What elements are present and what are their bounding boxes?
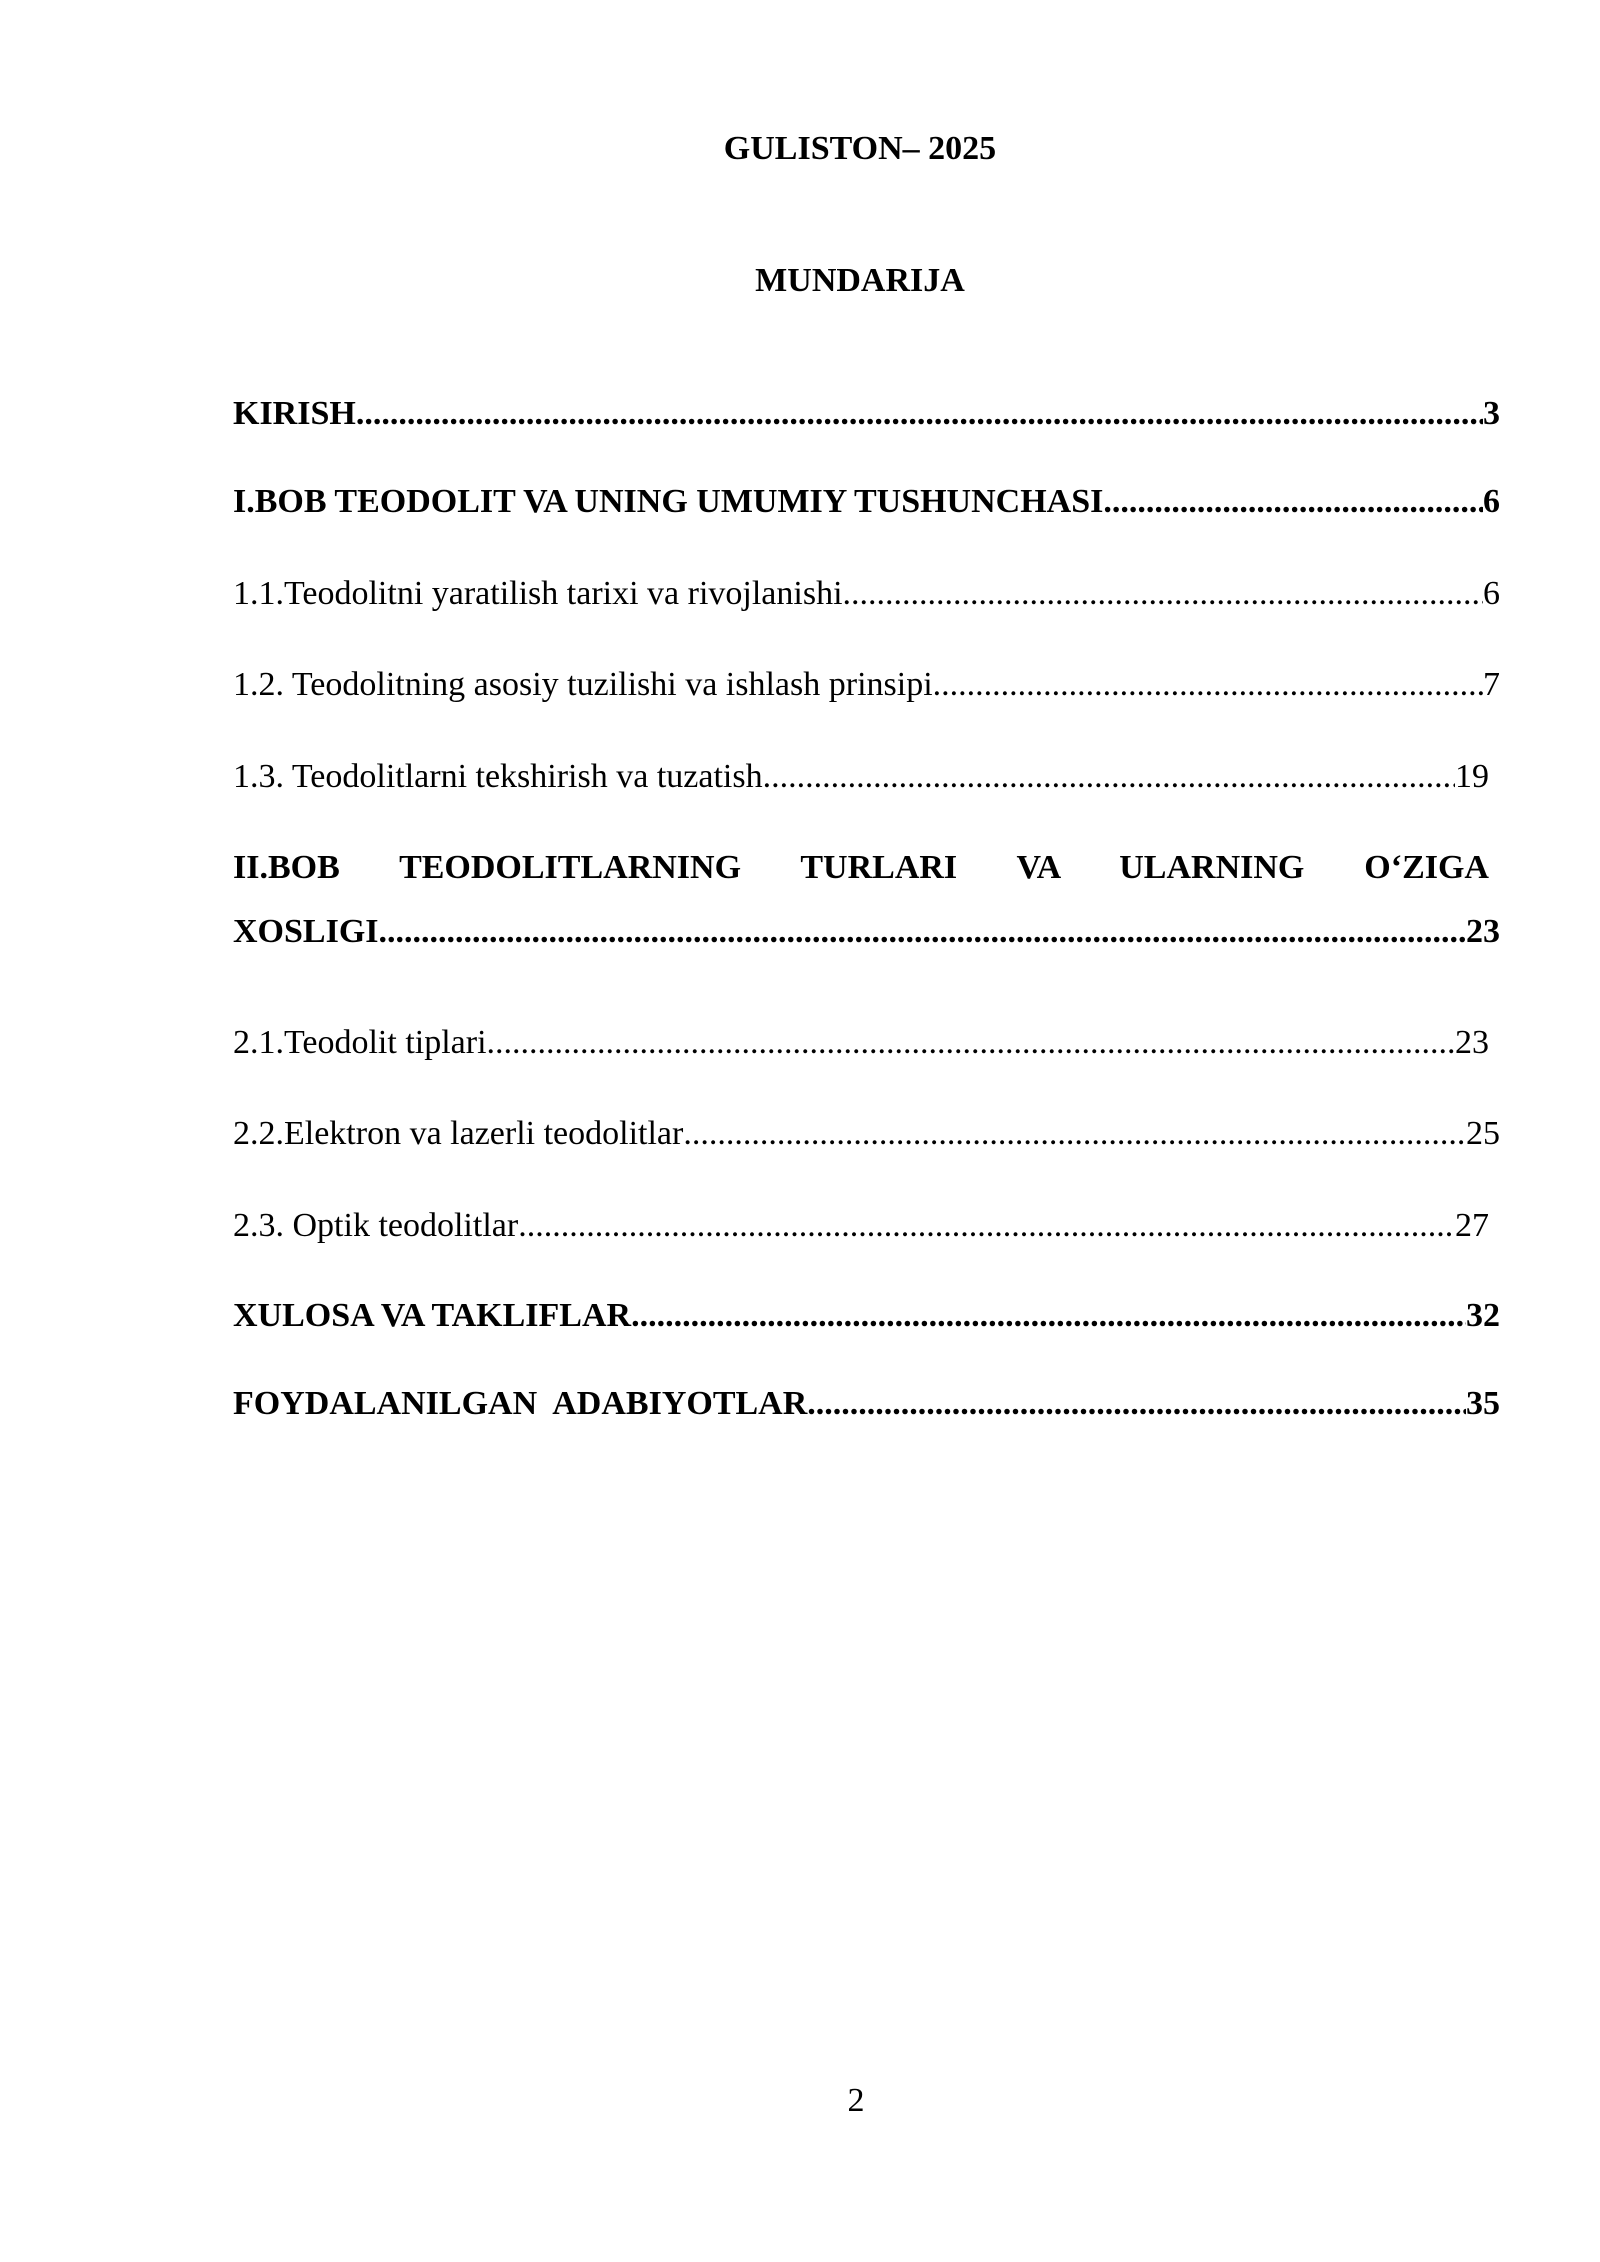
toc-entry-chapter-2-line-1[interactable]: II.BOB TEODOLITLARNING TURLARI VA ULARNING O‘ZIGA	[233, 849, 1489, 886]
toc-entry-label: XULOSA VA TAKLIFLAR	[233, 1297, 632, 1334]
toc-entry-intro[interactable]	[233, 395, 1500, 433]
toc-entry-label: 1.2. Teodolitning asosiy tuzilishi va ishlash prinsipi	[233, 666, 933, 703]
toc-entry-section-1-1[interactable]	[233, 575, 1500, 613]
toc-page-number: 6	[1483, 483, 1500, 520]
toc-entry-label: 2.2.Elektron va lazerli teodolitlar	[233, 1115, 684, 1152]
toc-page-number: 6	[1483, 575, 1500, 612]
toc-entry-references[interactable]	[233, 1385, 1500, 1423]
dot-leader	[518, 1207, 1455, 1245]
toc-page-number: 19	[1455, 758, 1489, 795]
toc-entry-label: 1.1.Teodolitni yaratilish tarixi va rivojlanishi	[233, 575, 843, 612]
toc-entry-section-1-2[interactable]	[233, 666, 1500, 704]
page-title: MUNDARIJA	[755, 262, 965, 299]
toc-entry-label: XOSLIGI	[233, 913, 379, 950]
toc-entry-label: 2.1.Teodolit tiplari	[233, 1024, 487, 1061]
dot-leader	[487, 1024, 1455, 1062]
page-number: 2	[847, 2082, 865, 2119]
toc-entry-chapter-1[interactable]	[233, 483, 1500, 521]
toc-page-number: 25	[1466, 1115, 1500, 1152]
dot-leader	[763, 758, 1455, 796]
dot-leader	[379, 913, 1467, 951]
toc-page-number: 35	[1466, 1385, 1500, 1422]
toc-entry-label: KIRISH	[233, 395, 356, 432]
toc-entry-section-2-2[interactable]	[233, 1115, 1500, 1153]
dot-leader	[631, 1297, 1466, 1335]
toc-entry-section-2-3[interactable]	[233, 1207, 1489, 1245]
toc-page-number: 23	[1466, 913, 1500, 950]
toc-page-number: 7	[1483, 666, 1500, 703]
dot-leader	[843, 575, 1483, 613]
toc-entry-chapter-2[interactable]	[233, 913, 1500, 951]
dot-leader	[933, 666, 1483, 704]
dot-leader	[683, 1115, 1466, 1153]
toc-page-number: 27	[1455, 1207, 1489, 1244]
toc-entry-conclusion[interactable]	[233, 1297, 1500, 1335]
dot-leader	[356, 395, 1483, 433]
toc-entry-label: FOYDALANILGAN ADABIYOTLAR	[233, 1385, 808, 1422]
toc-page-number: 23	[1455, 1024, 1489, 1061]
dot-leader	[1103, 483, 1483, 521]
toc-entry-label: 2.3. Optik teodolitlar	[233, 1207, 519, 1244]
toc-entry-section-2-1[interactable]	[233, 1024, 1489, 1062]
city-year: GULISTON– 2025	[723, 130, 997, 167]
toc-page-number: 32	[1466, 1297, 1500, 1334]
dot-leader	[807, 1385, 1466, 1423]
toc-page-number: 3	[1483, 395, 1500, 432]
toc-entry-label: I.BOB TEODOLIT VA UNING UMUMIY TUSHUNCHASI	[233, 483, 1104, 520]
toc-entry-section-1-3[interactable]	[233, 758, 1489, 796]
toc-entry-label: 1.3. Teodolitlarni tekshirish va tuzatish	[233, 758, 763, 795]
